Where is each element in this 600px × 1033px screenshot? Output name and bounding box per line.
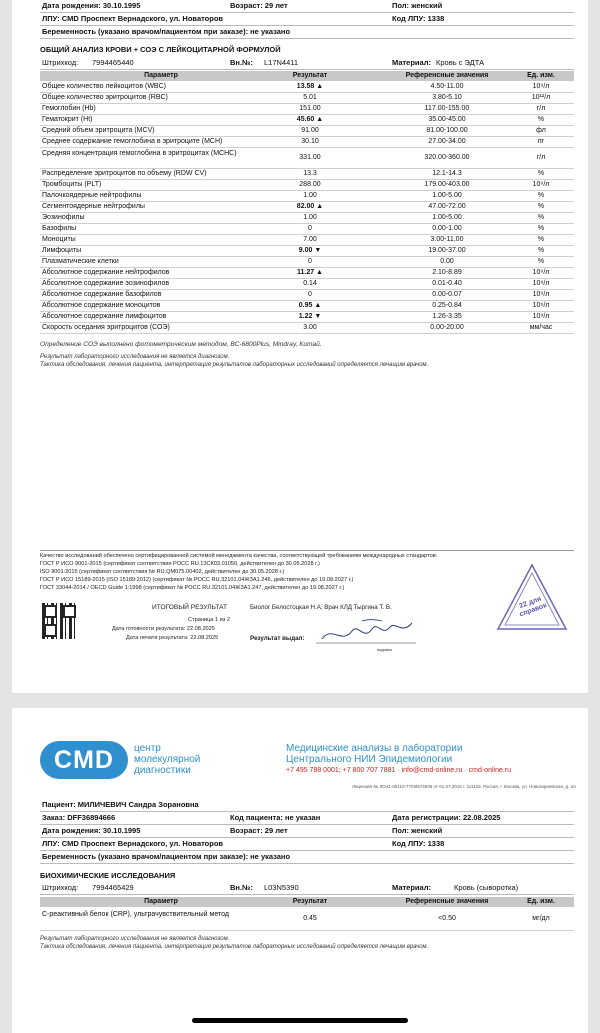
info-cell: Код пациента: не указан: [230, 813, 321, 822]
reference-range: 1.00-5.00: [432, 214, 462, 221]
reference-range: 19.00-37.00: [428, 247, 466, 254]
header-unit-2: Ед. изм.: [527, 898, 555, 905]
patient-row: [40, 799, 574, 812]
info-cell: Код ЛПУ: 1338: [392, 839, 445, 848]
info-cell: Пол: женский: [392, 826, 443, 835]
result-value: 331.00: [299, 154, 321, 161]
header-parameter: Параметр: [144, 72, 178, 79]
result-row: [40, 191, 574, 202]
result-row: [40, 257, 574, 268]
home-indicator[interactable]: [192, 1018, 408, 1023]
internal-number-value-2: L03N5390: [264, 883, 299, 892]
result-value: 1.00: [303, 192, 317, 199]
reference-range: 0.00-20.00: [430, 324, 464, 331]
sample-row-2: [40, 882, 574, 895]
result-row: [40, 235, 574, 246]
barcode-label-2: Штрихкод:: [42, 883, 79, 892]
disclaimer-2: Тактика обследования, лечения пациента, интерпретация результатов лабораторных исследований определяется лечащим врачом.: [40, 362, 429, 368]
info-cell: Пол: женский: [392, 1, 443, 10]
report-page-1: [12, 0, 588, 693]
result-value: 3.00: [303, 324, 317, 331]
info-row: [40, 812, 574, 825]
unit: фл: [536, 127, 546, 134]
crp-param: С-реактивный белок (CRP), ультрачувствительный метод: [42, 911, 229, 918]
unit: %: [537, 214, 545, 221]
parameter-name: Плазматические клетки: [42, 258, 119, 265]
parameter-name: Абсолютное содержание эозинофилов: [42, 280, 170, 287]
unit: %: [537, 225, 545, 232]
result-value: 7.00: [303, 236, 317, 243]
quality-line: ГОСТ Р ИСО 9001-2015 (сертификат соответствия РОСС RU.13СК03.01050, действителен до 30.05.2028 г.): [40, 561, 320, 567]
parameter-name: Палочкоядерные нейтрофилы: [42, 192, 142, 199]
results-table-header: [40, 71, 574, 81]
doctors: Биолог Белостоцкая Н.А, Врач КЛД Тыргина Т. В.: [250, 604, 392, 611]
info-row: [40, 26, 574, 39]
result-value: 5.01: [303, 94, 317, 101]
logo-line-2: молекулярной: [134, 754, 201, 765]
barcode-label: Штрихкод:: [42, 58, 79, 67]
parameter-name: Средняя концентрация гемоглобина в эритроцитах (MCHC): [42, 150, 237, 157]
page-number: Страница 1 из 2: [188, 617, 230, 623]
reference-range: 81.00-100.00: [426, 127, 468, 134]
info-cell: ЛПУ: CMD Проспект Вернадского, ул. Новаторов: [42, 14, 224, 23]
info-cell: Дата рождения: 30.10.1995: [42, 1, 141, 10]
result-value: 91.00: [301, 127, 319, 134]
unit: 10⁹/л: [532, 83, 550, 90]
parameter-name: Моноциты: [42, 236, 76, 243]
contacts: +7 495 788 0001; +7 800 707 7881 · info@cmd-online.ru · cmd-online.ru: [286, 767, 512, 774]
parameter-name: Распределение эритроцитов по объему (RDW CV): [42, 170, 207, 177]
patient-name: Пациент: МИЛИЧЕВИЧ Сандра Зорановна: [42, 800, 199, 809]
signature: [312, 615, 422, 649]
unit: 10⁹/л: [532, 269, 550, 276]
result-value: 0: [308, 258, 312, 265]
info-cell: Беременность (указано врачом/пациентом при заказе): не указано: [42, 27, 291, 36]
parameter-name: Абсолютное содержание базофилов: [42, 291, 162, 298]
unit: г/л: [536, 154, 546, 161]
barcode-value: 7994465440: [92, 58, 134, 67]
reference-range: 0.25-0.84: [432, 302, 462, 309]
signature-caption: подпись: [377, 647, 393, 652]
print-date: Дата печати результата: 22.08.2025: [126, 635, 219, 641]
result-value: 1.00: [303, 214, 317, 221]
qr-code: [42, 603, 78, 639]
result-row: [40, 82, 574, 93]
result-row: [40, 180, 574, 191]
parameter-name: Общее количество эритроцитов (RBC): [42, 94, 168, 101]
unit: %: [537, 203, 545, 210]
issued-label: Результат выдал:: [250, 635, 305, 642]
disclaimer-3: Результат лабораторного исследования не является диагнозом.: [40, 936, 230, 942]
parameter-name: Гематокрит (Ht): [42, 116, 93, 123]
lab-title-line-1: Медицинские анализы в лаборатории: [286, 743, 463, 754]
cbc-section-title: ОБЩИЙ АНАЛИЗ КРОВИ + СОЭ С ЛЕЙКОЦИТАРНОЙ ФОРМУЛОЙ: [40, 45, 281, 54]
info-cell: Дата регистрации: 22.08.2025: [392, 813, 501, 822]
material-value-2: Кровь (сыворотка): [454, 883, 519, 892]
result-row: [40, 126, 574, 137]
reference-range: 320.00-360.00: [424, 154, 470, 161]
parameter-name: Базофилы: [42, 225, 77, 232]
parameter-name: Эозинофилы: [42, 214, 85, 221]
parameter-name: Тромбоциты (PLT): [42, 181, 102, 188]
unit: %: [537, 236, 545, 243]
reference-range: 117.00-155.00: [424, 105, 470, 112]
quality-line: Качество исследований обеспечено сертифицированной системой менеджмента качества, соответствующей требованиям международных стандартов:: [40, 553, 438, 559]
logo-line-3: диагностики: [134, 765, 191, 776]
disclaimer-1: Результат лабораторного исследования не является диагнозом.: [40, 354, 230, 360]
biochem-section-title: БИОХИМИЧЕСКИЕ ИССЛЕДОВАНИЯ: [40, 871, 176, 880]
unit: 10⁹/л: [532, 302, 550, 309]
parameter-name: Гемоглобин (Hb): [42, 105, 96, 112]
result-row: [40, 93, 574, 104]
unit: %: [537, 247, 545, 254]
reference-range: 12.1-14.3: [432, 170, 462, 177]
parameter-name: Средний объем эритроцита (MCV): [42, 127, 155, 134]
final-result-label: ИТОГОВЫЙ РЕЗУЛЬТАТ: [152, 604, 227, 611]
stamp-text: 22 для справок: [518, 595, 548, 619]
result-value: 0: [308, 225, 312, 232]
info-cell: Возраст: 29 лет: [230, 1, 288, 10]
biochem-table-header: [40, 897, 574, 907]
unit: %: [537, 116, 545, 123]
parameter-name: Сегментоядерные нейтрофилы: [42, 203, 145, 210]
reference-range: 0.00-1.00: [432, 225, 462, 232]
reference-range: 47.00-72.00: [428, 203, 466, 210]
cmd-logo: CMD: [40, 741, 128, 779]
crp-result: 0.45: [303, 915, 317, 922]
reference-range: 3.80-5.10: [432, 94, 462, 101]
result-row: [40, 202, 574, 213]
logo-caption: [134, 743, 200, 776]
result-row: [40, 301, 574, 312]
stamp-for-references: [496, 563, 568, 635]
unit: %: [537, 192, 545, 199]
result-row: [40, 290, 574, 301]
crp-reference: <0.50: [438, 915, 456, 922]
parameter-name: Лимфоциты: [42, 247, 82, 254]
result-row: [40, 148, 574, 169]
internal-number-label-2: Вн.№:: [230, 883, 253, 892]
result-row: [40, 268, 574, 279]
reference-range: 0.01-0.40: [432, 280, 462, 287]
ready-date: Дата готовности результата: 22.08.2025: [112, 626, 215, 632]
info-cell: Возраст: 29 лет: [230, 826, 288, 835]
reference-range: 1.26-3.35: [432, 313, 462, 320]
unit: 10⁹/л: [532, 181, 550, 188]
header-result: Результат: [292, 72, 328, 79]
parameter-name: Общее количество лейкоцитов (WBC): [42, 83, 166, 90]
reference-range: 0.00: [440, 258, 454, 265]
sample-row: [40, 57, 574, 70]
result-row: [40, 115, 574, 126]
material-label: Материал:: [392, 58, 431, 67]
result-value: 11.27 ▲: [296, 269, 323, 276]
unit: 10⁹/л: [532, 291, 550, 298]
parameter-name: Скорость оседания эритроцитов (СОЭ): [42, 324, 170, 331]
crp-unit: мг/дл: [532, 915, 550, 922]
reference-range: 3.00-11.00: [430, 236, 464, 243]
material-label-2: Материал:: [392, 883, 431, 892]
reference-range: 4.50-11.00: [430, 83, 464, 90]
info-cell: Беременность (указано врачом/пациентом при заказе): не указано: [42, 852, 291, 861]
info-cell: Дата рождения: 30.10.1995: [42, 826, 141, 835]
reference-range: 1.00-5.00: [432, 192, 462, 199]
header-reference-2: Референсные значения: [405, 898, 489, 905]
result-value: 0: [308, 291, 312, 298]
info-cell: ЛПУ: CMD Проспект Вернадского, ул. Новаторов: [42, 839, 224, 848]
reference-range: 0.00-0.07: [432, 291, 462, 298]
quality-line: ISO 9001:2015 (сертификат соответствия № RU.QM075.00402, действителен до 30.05.2028 г.): [40, 569, 285, 575]
parameter-name: Среднее содержание гемоглобина в эритроците (MCH): [42, 138, 223, 145]
unit: г/л: [536, 105, 546, 112]
quality-line: ГОСТ 33044-2014 / OECD Guide 1:1998 (сертификат № РОСС RU.32101.04ЖЗА1.247, действителен до 19.08.2027 г.): [40, 585, 345, 591]
header-unit: Ед. изм.: [527, 72, 555, 79]
internal-number-value: L17N4411: [264, 58, 299, 67]
info-cell: Код ЛПУ: 1338: [392, 14, 445, 23]
result-value: 9.00 ▼: [298, 247, 322, 254]
license: Лицензия № ЛО41-00110-77/00574836 от 01.07.2016 г. 111123, Россия, г. Москва, ул. Новогиреевская, д. 3А: [352, 784, 577, 789]
result-value: 0.95 ▲: [298, 302, 322, 309]
parameter-name: Абсолютное содержание нейтрофилов: [42, 269, 170, 276]
unit: %: [537, 170, 545, 177]
header-reference: Референсные значения: [405, 72, 489, 79]
result-row: [40, 169, 574, 180]
divider: [40, 550, 574, 551]
result-value: 151.00: [299, 105, 321, 112]
result-row: [40, 224, 574, 235]
result-value: 0.14: [303, 280, 317, 287]
reference-range: 35.00-45.00: [428, 116, 466, 123]
result-value: 82.00 ▲: [296, 203, 324, 210]
result-row: [40, 104, 574, 115]
result-row: [40, 279, 574, 290]
reference-range: 179.00-403.00: [424, 181, 470, 188]
report-page-2: [12, 708, 588, 1033]
result-value: 45.60 ▲: [296, 116, 324, 123]
unit: мм/час: [529, 324, 553, 331]
unit: 10⁹/л: [532, 280, 550, 287]
header-result-2: Результат: [292, 898, 328, 905]
result-row: [40, 137, 574, 148]
reference-range: 27.00-34.00: [428, 138, 466, 145]
result-value: 1.22 ▼: [298, 313, 322, 320]
internal-number-label: Вн.№:: [230, 58, 253, 67]
lab-title: [286, 743, 462, 765]
result-value: 13.3: [303, 170, 317, 177]
disclaimer-4: Тактика обследования, лечения пациента, интерпретация результатов лабораторных исследований определяется лечащим врачом.: [40, 944, 429, 950]
result-row: [40, 213, 574, 224]
quality-line: ГОСТ Р ИСО 15189-2015 (ISO 15189:2012) (сертификат № РОСС RU.32101.04ЖЗА1.246, действителен до 19.08.2027 г.): [40, 577, 354, 583]
result-value: 13.58 ▲: [296, 83, 324, 90]
info-row: [40, 825, 574, 838]
crp-row: [40, 908, 574, 931]
unit: 10⁹/л: [532, 313, 550, 320]
method-note: Определение СОЭ выполнено фотометрическим методом, ВС-6800Plus, Mindray, Китай.: [40, 341, 322, 348]
unit: пг: [537, 138, 545, 145]
result-row: [40, 246, 574, 257]
parameter-name: Абсолютное содержание моноцитов: [42, 302, 161, 309]
result-row: [40, 312, 574, 323]
info-cell: Заказ: DFF36894666: [42, 813, 116, 822]
reference-range: 2.10-8.89: [432, 269, 462, 276]
result-value: 30.10: [301, 138, 319, 145]
lab-title-line-2: Центрального НИИ Эпидемиологии: [286, 754, 453, 765]
unit: %: [537, 258, 545, 265]
header-parameter-2: Параметр: [144, 898, 178, 905]
barcode-value-2: 7994465429: [92, 883, 134, 892]
info-row: [40, 838, 574, 851]
info-row: [40, 851, 574, 864]
result-value: 288.00: [299, 181, 321, 188]
logo-line-1: центр: [134, 743, 161, 754]
parameter-name: Абсолютное содержание лимфоцитов: [42, 313, 167, 320]
material-value: Кровь с ЭДТА: [436, 58, 485, 67]
info-row: [40, 0, 574, 13]
info-row: [40, 13, 574, 26]
unit: 10¹²/л: [531, 94, 551, 101]
result-row: [40, 323, 574, 334]
